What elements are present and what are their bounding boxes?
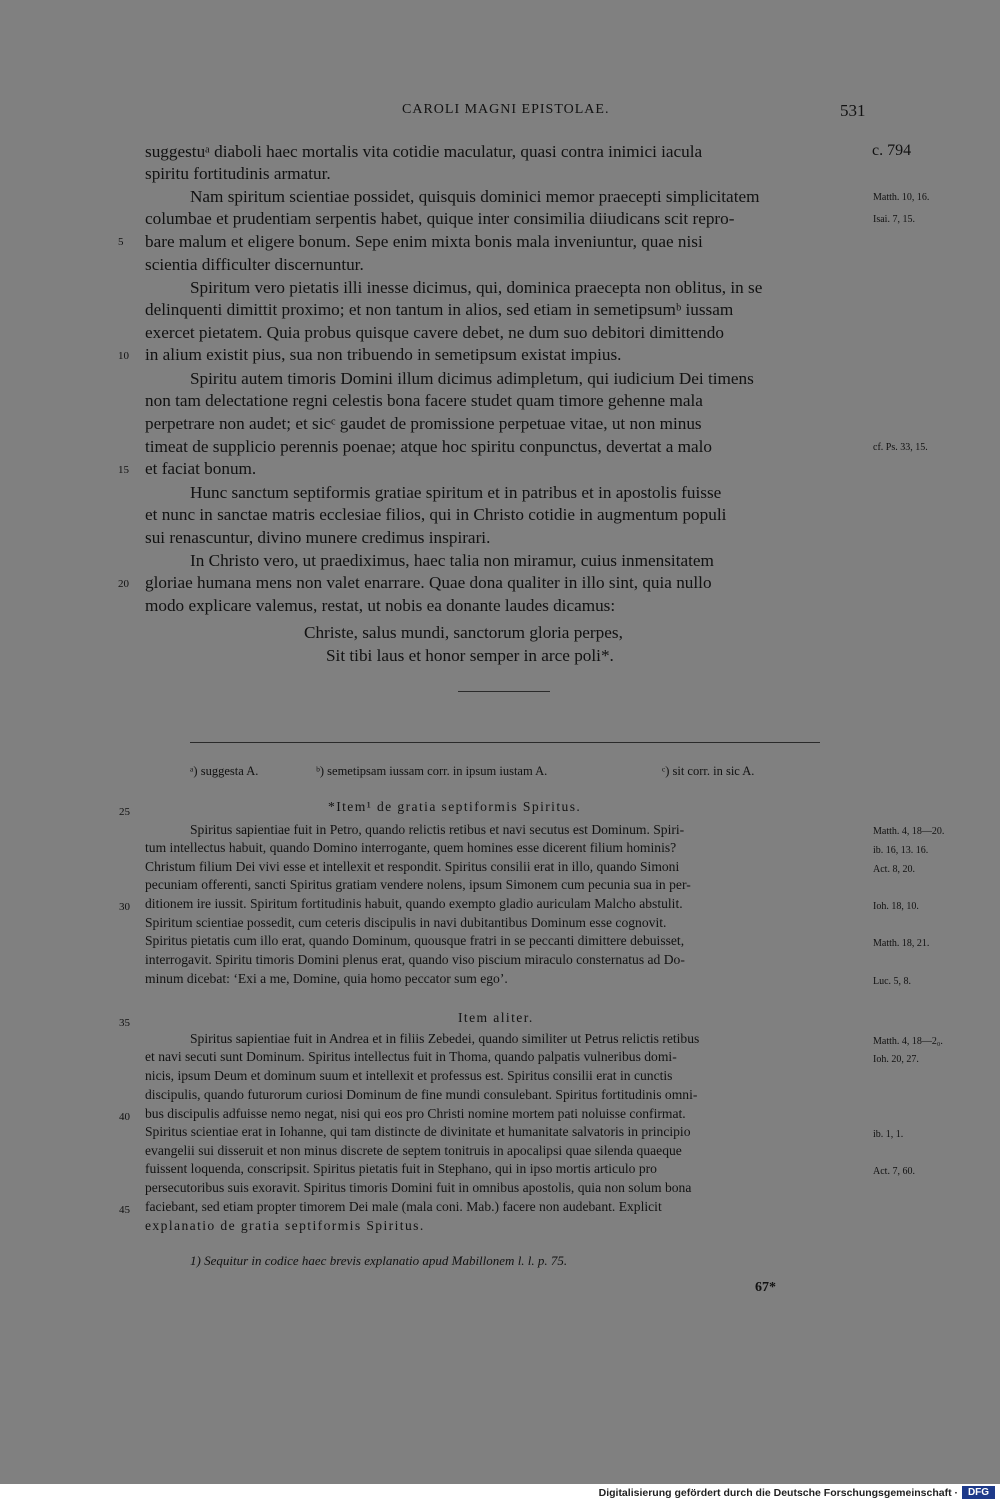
line-number: 45 [119, 1204, 130, 1216]
margin-ref: ib. 16, 13. 16. [873, 845, 929, 856]
text-line: Spiritus pietatis cum illo erat, quando Dominum, quousque fratri in se peccanti dimittere debuisset, [145, 933, 685, 948]
margin-ref: Matth. 10, 16. [873, 192, 930, 203]
text-line: Hunc sanctum septiformis gratiae spiritum et in patribus et in apostolis fuisse [190, 483, 722, 502]
line-number: 5 [118, 236, 124, 248]
text-line: gloriae humana mens non valet enarrare. Quae dona qualiter in illo sint, quia nullo [145, 573, 712, 592]
text-line: Spiritum vero pietatis illi inesse dicimus, qui, dominica praecepta non oblitus, in se [190, 278, 763, 297]
line-number: 20 [118, 578, 129, 590]
margin-ref: Act. 7, 60. [873, 1166, 915, 1177]
text-line: tum intellectus habuit, quando Domino interrogante, quem homines esse dicerent filium hominis? [145, 840, 677, 855]
text-line: persecutoribus suis exoravit. Spiritus timoris Domini fuit in omnibus apostolis, quia non solum bona [145, 1180, 692, 1195]
margin-ref: Isai. 7, 15. [873, 214, 915, 225]
text-line: scientia difficulter discernuntur. [145, 255, 364, 274]
text-line: modo explicare valemus, restat, ut nobis ea donante laudes dicamus: [145, 596, 616, 615]
line-number: 40 [119, 1111, 130, 1123]
footnote: 1) Sequitur in codice haec brevis explanatio apud Mabillonem l. l. p. 75. [190, 1253, 568, 1268]
text-line: et nunc in sanctae matris ecclesiae filios, qui in Christo cotidie in augmentum populi [145, 505, 727, 524]
line-number: 15 [118, 464, 129, 476]
margin-ref: Matth. 4, 18—20. [873, 826, 945, 837]
text-line: Spiritu autem timoris Domini illum dicimus adimpletum, qui iudicium Dei timens [190, 369, 754, 388]
text-line: Spiritus sapientiae fuit in Petro, quando relictis retibus et navi secutus est Dominum. Spiri- [190, 822, 685, 837]
text-line: ditionem ire iussit. Spiritum fortitudinis habuit, quando exempto gladio auriculam Malcho abstulit. [145, 896, 683, 911]
text-line: fuissent loquenda, conscripsit. Spiritus pietatis fuit in Stephano, qui in ipso mortis articulo pro [145, 1161, 657, 1176]
text-line: minum dicebat: ‘Exi a me, Domine, quia homo peccator sum ego’. [145, 971, 508, 986]
margin-ref: Act. 8, 20. [873, 864, 915, 875]
text-line: interrogavit. Spiritu timoris Domini plenus erat, quando viso piscium miraculo consternatus ad Do- [145, 952, 685, 967]
text-line: non tam delectatione regni celestis bona facere studet quam timore gehenne mala [145, 391, 703, 410]
margin-ref: ib. 1, 1. [873, 1129, 904, 1140]
section-title: *Item¹ de gratia septiformis Spiritus. [328, 799, 582, 814]
text-line: et faciat bonum. [145, 459, 257, 478]
margin-ref: cf. Ps. 33, 15. [873, 442, 928, 453]
running-title: CAROLI MAGNI EPISTOLAE. [402, 102, 610, 117]
line-number: 10 [118, 350, 129, 362]
text-line: suggestuᵃ diaboli haec mortalis vita cotidie maculatur, quasi contra inimici iacula [145, 142, 703, 161]
margin-ref: Ioh. 20, 27. [873, 1054, 919, 1065]
text-line: In Christo vero, ut praediximus, haec talia non miramur, cuius inmensitatem [190, 551, 714, 570]
footer-credit: Digitalisierung gefördert durch die Deutsche Forschungsgemeinschaft · [598, 1487, 958, 1499]
text-line: Christum filium Dei vivi esse et intellexit et respondit. Spiritus consilii erat in illo, quando Simoni [145, 859, 680, 874]
apparatus-b: ᵇ) semetipsam iussam corr. in ipsum iustam A. [316, 764, 548, 778]
text-line: Spiritum scientiae possedit, cum ceteris discipulis in navi dubitantibus Dominum esse cognovit. [145, 915, 667, 930]
verse-line: Sit tibi laus et honor semper in arce poli*. [326, 646, 614, 665]
text-line: spiritu fortitudinis armatur. [145, 164, 331, 183]
text-line: Nam spiritum scientiae possidet, quisquis dominici memor praecepti simplicitatem [190, 187, 760, 206]
line-number: 30 [119, 901, 130, 913]
footnote-rule [190, 742, 820, 743]
text-line: Spiritus scientiae erat in Iohanne, qui tam distincte de divinitate et humanitate salvatoris in principio [145, 1124, 691, 1139]
text-line: bus discipulis adfuisse nemo negat, nisi qui eos pro Christi nomine mortem pati noluisse confirmat. [145, 1106, 686, 1121]
text-line: nicis, ipsum Deum et dominum suum et intellexit et professus est. Spiritus consilii erat in cunctis [145, 1068, 673, 1083]
margin-ref: Luc. 5, 8. [873, 976, 912, 987]
line-number: 25 [119, 806, 130, 818]
margin-ref: Matth. 18, 21. [873, 938, 930, 949]
text-line: timeat de supplicio perennis poenae; atque hoc spiritu conpunctus, devertat a malo [145, 437, 713, 456]
page-number: 531 [840, 101, 866, 120]
text-line: sui renascuntur, divino munere credimus inspirari. [145, 528, 491, 547]
text-line: faciebant, sed etiam propter timorem Dei male (mala coni. Mab.) facere non audebant. Explicit [145, 1199, 662, 1214]
margin-ref: Matth. 4, 18—2₀. [873, 1036, 943, 1047]
dfg-logo: DFG [962, 1486, 995, 1499]
signature-mark: 67* [755, 1280, 776, 1295]
text-line: perpetrare non audet; et sicᶜ gaudet de promissione perpetuae vitae, ut non minus [145, 414, 702, 433]
text-line: columbae et prudentiam serpentis habet, quique inter consimilia diiudicans scit repro- [145, 209, 735, 228]
text-line: Spiritus sapientiae fuit in Andrea et in filiis Zebedei, quando similiter ut Petrus relictis retibus [190, 1031, 700, 1046]
text-line: explanatio de gratia septiformis Spiritus. [145, 1218, 425, 1233]
apparatus-c: ᶜ) sit corr. in sic A. [662, 764, 755, 778]
text-line: evangelii sui disseruit et non minus discrete de septem tonitruis in apocalipsi quae silenda quaeque [145, 1143, 682, 1158]
section-rule [458, 691, 550, 692]
text-line: discipulis, quando futurorum curiosi Dominum de fine mundi consulebant. Spiritus fortitudinis omni- [145, 1087, 698, 1102]
section-title: Item aliter. [458, 1010, 534, 1025]
apparatus-a: ᵃ) suggesta A. [190, 764, 259, 778]
margin-ref: Ioh. 18, 10. [873, 901, 919, 912]
verse-line: Christe, salus mundi, sanctorum gloria perpes, [304, 623, 623, 642]
text-line: pecuniam offerenti, sancti Spiritus gratiam vendere nolens, ipsum Simonem cum pecunia sua in per- [145, 877, 691, 892]
text-line: delinquenti dimittit proximo; et non tantum in alios, sed etiam in semetipsumᵇ iussam [145, 300, 734, 319]
margin-year: c. 794 [872, 142, 912, 159]
text-line: in alium existit pius, sua non tribuendo in semetipsum existat impius. [145, 345, 622, 364]
text-line: et navi secuti sunt Dominum. Spiritus intellectus fuit in Thoma, quando palpatis vulneribus domi- [145, 1049, 677, 1064]
text-line: exercet pietatem. Quia probus quisque cavere debet, ne dum suo debitori dimittendo [145, 323, 724, 342]
text-line: bare malum et eligere bonum. Sepe enim mixta bonis mala inveniuntur, quae nisi [145, 232, 703, 251]
line-number: 35 [119, 1017, 130, 1029]
